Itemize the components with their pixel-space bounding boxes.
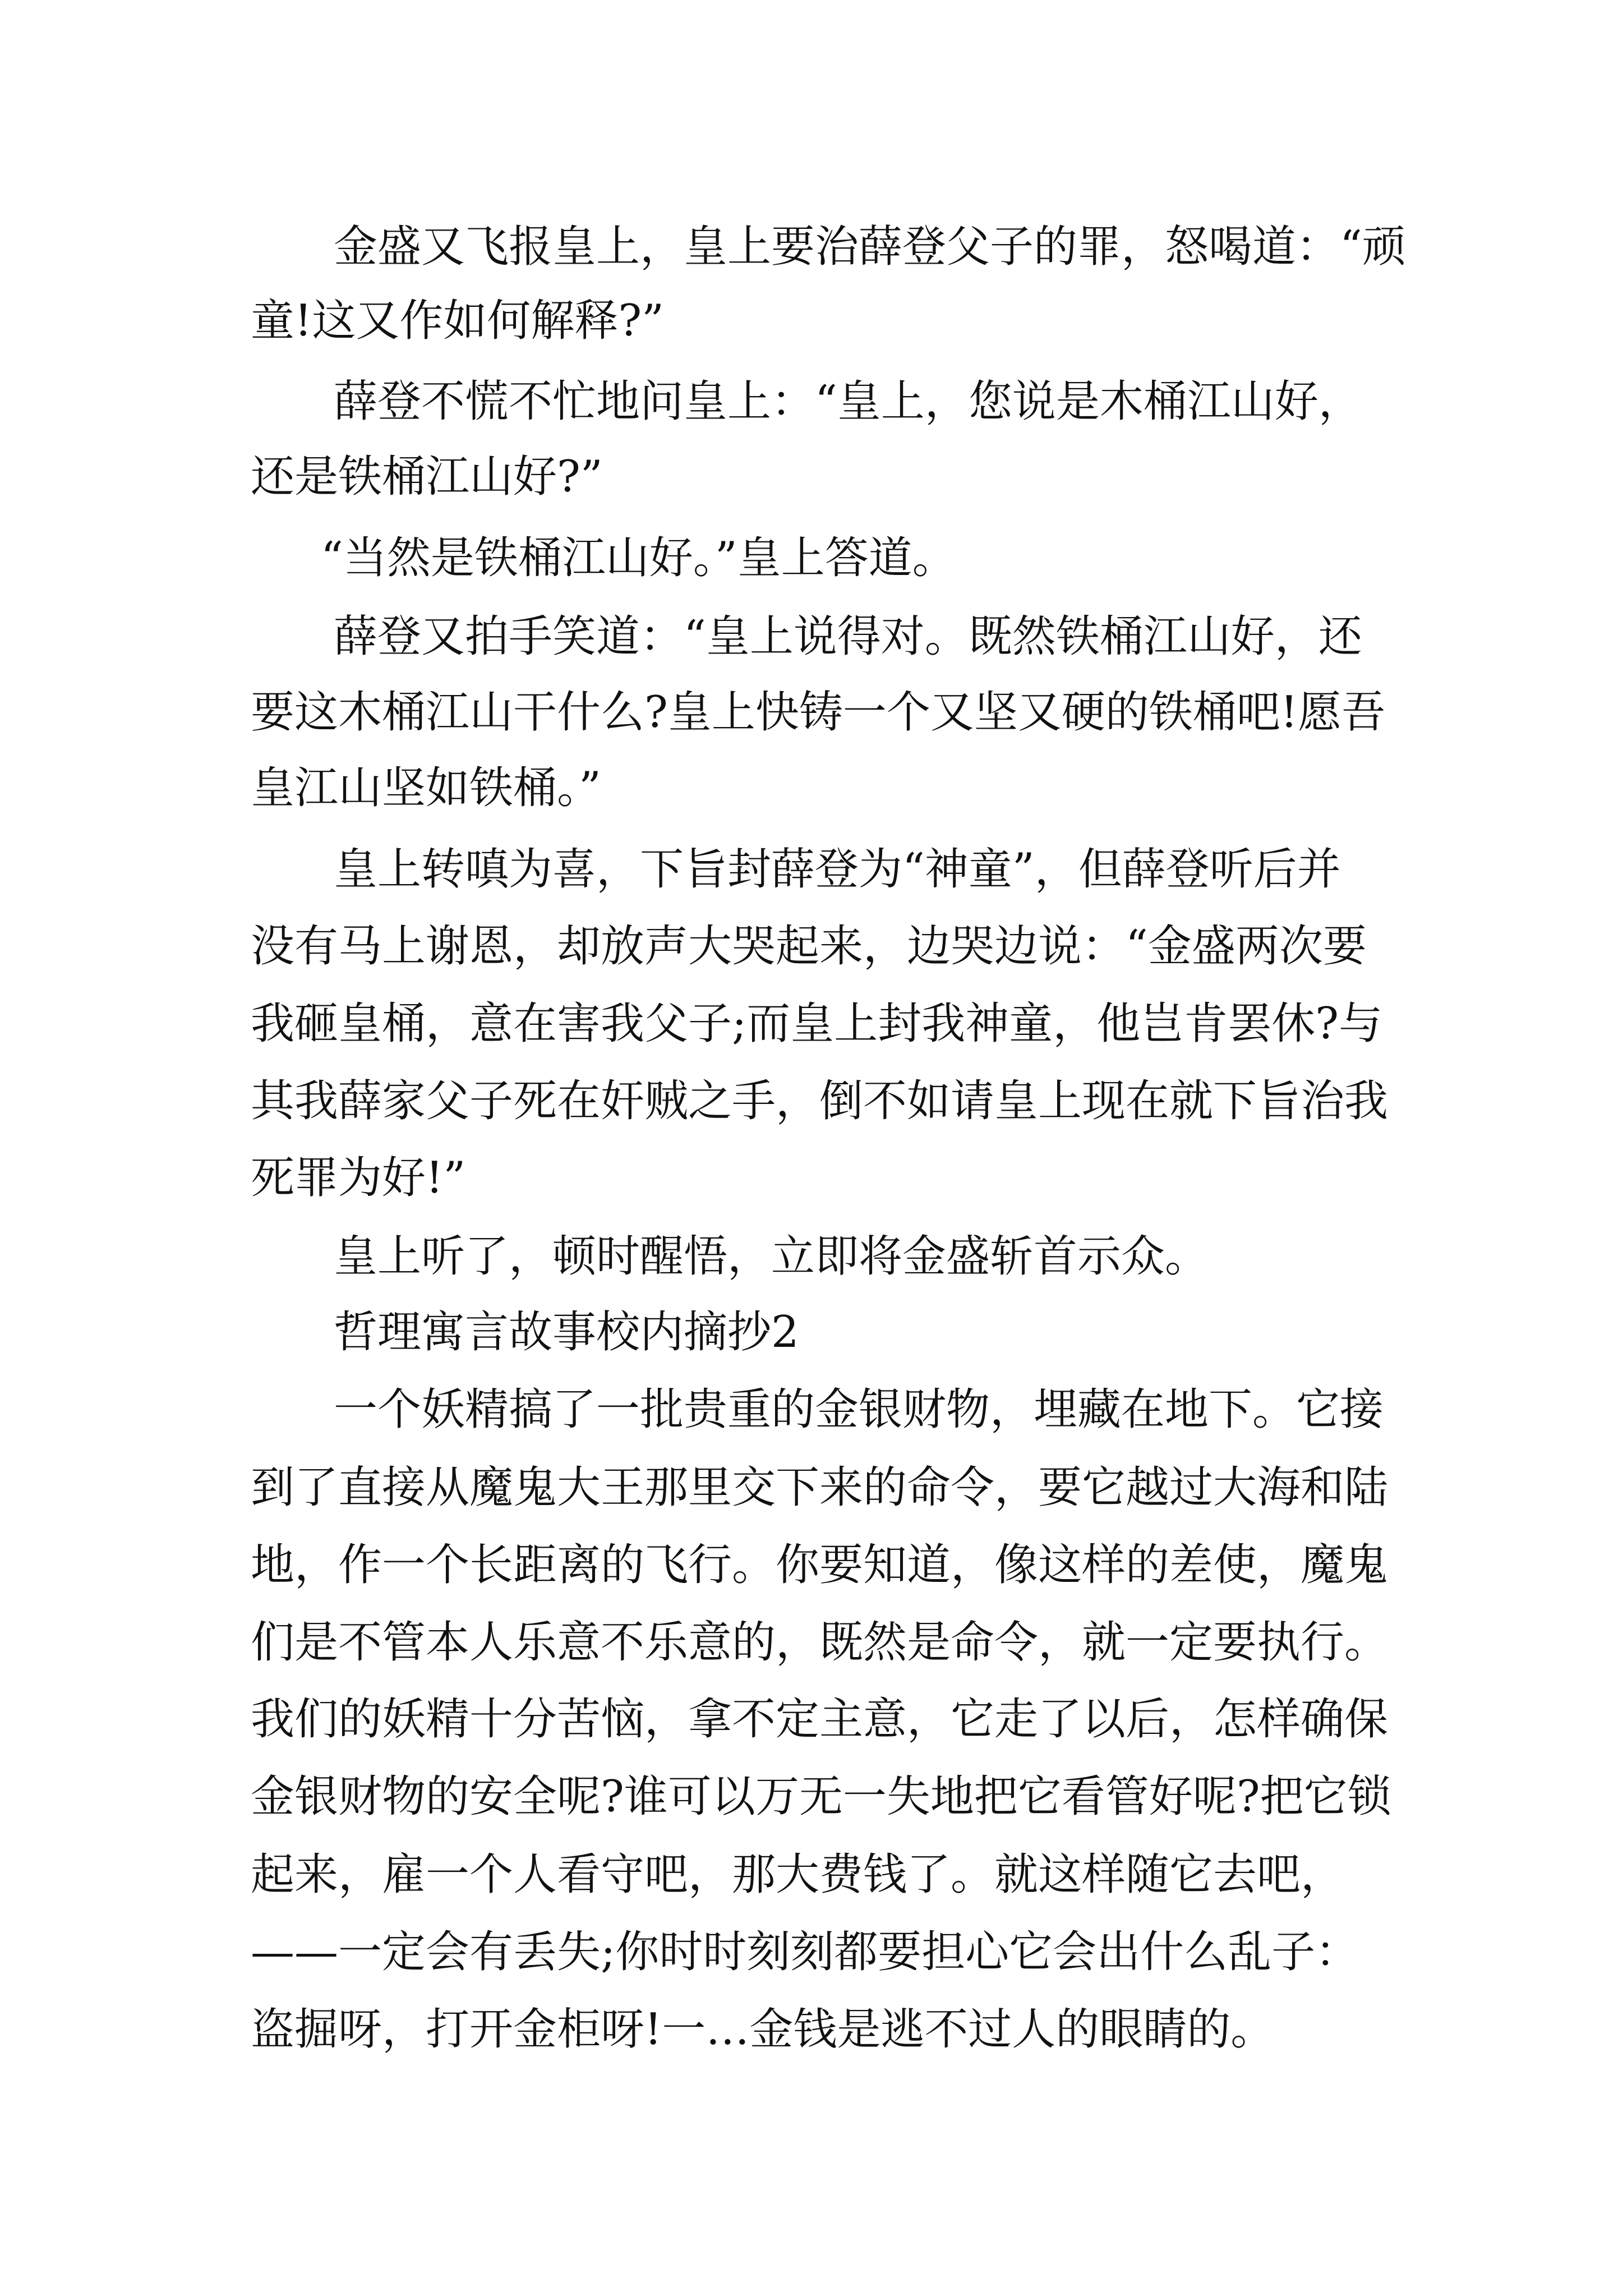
section-heading: 哲理寓言故事校内摘抄2 (334, 1307, 799, 1358)
text-line: 皇上转嗔为喜，下旨封薛登为“神童”，但薛登听后并 (334, 844, 1341, 895)
text-line: 金盛又飞报皇上，皇上要治薛登父子的罪，怒喝道：“顽 (334, 222, 1406, 272)
text-line: 薛登不慌不忙地问皇上：“皇上，您说是木桶江山好， (334, 376, 1362, 427)
text-line: 起来，雇一个人看守吧，那大费钱了。就这样随它去吧， (251, 1849, 1345, 1900)
text-line: 一个妖精搞了一批贵重的金银财物，埋藏在地下。它接 (334, 1384, 1384, 1435)
text-line: 我们的妖精十分苦恼，拿不定主意，它走了以后，怎样确保 (251, 1694, 1389, 1745)
text-line: 们是不管本人乐意不乐意的，既然是命令，就一定要执行。 (251, 1617, 1389, 1668)
text-line: 死罪为好!” (251, 1153, 466, 1203)
text-line: 到了直接从魔鬼大王那里交下来的命令，要它越过大海和陆 (251, 1462, 1389, 1513)
text-line: 要这木桶江山干什么?皇上快铸一个又坚又硬的铁桶吧!愿吾 (251, 687, 1386, 738)
text-line: 童!这又作如何解释?” (251, 296, 665, 346)
text-line: 金银财物的安全呢?谁可以万无一失地把它看管好呢?把它锁 (251, 1772, 1391, 1822)
text-line: ——一定会有丢失;你时时刻刻都要担心它会出什么乱子： (251, 1927, 1359, 1977)
text-line: 我砸皇桶，意在害我父子;而皇上封我神童，他岂肯罢休?与 (251, 999, 1383, 1049)
text-line: 还是铁桶江山好?” (251, 452, 603, 502)
text-line: “当然是铁桶江山好。”皇上答道。 (321, 533, 956, 583)
text-line: 其我薛家父子死在奸贼之手，倒不如请皇上现在就下旨治我 (251, 1076, 1389, 1126)
text-line: 皇上听了，顿时醒悟，立即将金盛斩首示众。 (334, 1231, 1209, 1282)
text-line: 薛登又拍手笑道：“皇上说得对。既然铁桶江山好，还 (334, 611, 1362, 662)
text-line: 皇江山坚如铁桶。” (251, 763, 601, 813)
text-line: 地，作一个长距离的飞行。你要知道，像这样的差使，魔鬼 (251, 1540, 1389, 1590)
text-line: 没有马上谢恩，却放声大哭起来，边哭边说：“金盛两次要 (251, 921, 1367, 972)
text-line: 盗掘呀，打开金柜呀!一…金钱是逃不过人的眼睛的。 (251, 2004, 1275, 2055)
